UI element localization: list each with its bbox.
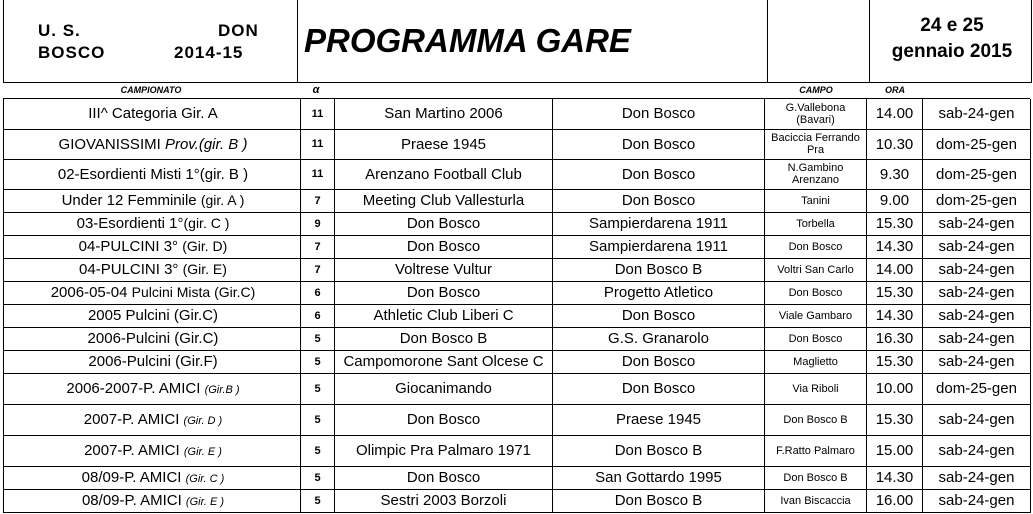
campionato-cell xyxy=(4,258,301,281)
season-label: 2014-15 xyxy=(174,43,244,62)
campionato-girone: (Gir. E ) xyxy=(183,446,222,458)
away-team-cell: Progetto Atletico xyxy=(553,281,765,304)
campionato-cell xyxy=(4,404,301,435)
ora-cell: 10.30 xyxy=(867,129,923,159)
away-team-cell: Don Bosco xyxy=(553,159,765,189)
campionato-girone: (Gir. E ) xyxy=(185,496,225,508)
campo-cell: Ivan Biscaccia xyxy=(765,489,867,512)
campionato-name: 2007-P. AMICI xyxy=(83,411,184,428)
ora-cell: 9.30 xyxy=(867,159,923,189)
table-row xyxy=(4,99,1031,129)
alpha-cell: 5 xyxy=(301,435,335,466)
ora-cell: 15.00 xyxy=(867,435,923,466)
giorno-cell: sab-24-gen xyxy=(923,350,1031,373)
alpha-cell: 5 xyxy=(301,327,335,350)
giorno-cell: dom-25-gen xyxy=(923,373,1031,404)
alpha-cell: 11 xyxy=(301,129,335,159)
campionato-cell xyxy=(4,189,301,212)
club-name-line2-left: BOSCO xyxy=(38,43,106,62)
campo-cell: Don Bosco xyxy=(765,281,867,304)
ora-cell: 15.30 xyxy=(867,212,923,235)
giorno-cell: sab-24-gen xyxy=(923,212,1031,235)
campo-cell: N.Gambino Arenzano xyxy=(765,159,867,189)
alpha-cell: 11 xyxy=(301,99,335,129)
campionato-girone: (Gir.B ) xyxy=(204,384,240,396)
campo-cell: Torbella xyxy=(765,212,867,235)
away-team-cell: Don Bosco B xyxy=(553,435,765,466)
campionato-girone: (Gir. E) xyxy=(182,261,227,277)
ora-cell: 16.00 xyxy=(867,489,923,512)
table-row xyxy=(4,258,1031,281)
alpha-cell: 7 xyxy=(301,235,335,258)
table-row xyxy=(4,235,1031,258)
alpha-cell: 5 xyxy=(301,466,335,489)
home-team-cell: Giocanimando xyxy=(335,373,553,404)
giorno-cell: sab-24-gen xyxy=(923,258,1031,281)
alpha-cell: 11 xyxy=(301,159,335,189)
home-team-cell: Meeting Club Vallesturla xyxy=(335,189,553,212)
campionato-name: 2006-05-04 xyxy=(50,284,132,301)
table-row xyxy=(4,281,1031,304)
campionato-name: 2006-Pulcini (Gir.C) xyxy=(87,330,219,347)
ora-cell: 15.30 xyxy=(867,404,923,435)
games-table xyxy=(3,99,1031,513)
campionato-cell xyxy=(4,304,301,327)
home-team-cell: Olimpic Pra Palmaro 1971 xyxy=(335,435,553,466)
header-divider xyxy=(767,0,768,82)
alpha-cell: 5 xyxy=(301,489,335,512)
campo-cell: Viale Gambaro xyxy=(765,304,867,327)
giorno-cell: sab-24-gen xyxy=(923,466,1031,489)
away-team-cell: Don Bosco xyxy=(553,99,765,129)
campionato-cell xyxy=(4,159,301,189)
away-team-cell: Don Bosco xyxy=(553,189,765,212)
table-row xyxy=(4,129,1031,159)
campo-cell: Don Bosco B xyxy=(765,404,867,435)
alpha-cell: 7 xyxy=(301,189,335,212)
campionato-cell xyxy=(4,99,301,129)
ora-cell: 14.30 xyxy=(867,466,923,489)
campionato-cell xyxy=(4,129,301,159)
campo-cell: Baciccia Ferrando Pra xyxy=(765,129,867,159)
ora-cell: 14.30 xyxy=(867,304,923,327)
alpha-cell: 6 xyxy=(301,281,335,304)
column-header-row xyxy=(3,83,1030,99)
home-team-cell: Don Bosco xyxy=(335,235,553,258)
home-team-cell: Voltrese Vultur xyxy=(335,258,553,281)
ora-cell: 14.00 xyxy=(867,258,923,281)
giorno-cell: sab-24-gen xyxy=(923,404,1031,435)
away-team-cell: Praese 1945 xyxy=(553,404,765,435)
giorno-cell: dom-25-gen xyxy=(923,159,1031,189)
away-team-cell: Don Bosco xyxy=(553,373,765,404)
campionato-name: Under 12 Femminile xyxy=(61,192,201,209)
campionato-cell xyxy=(4,281,301,304)
campo-cell: Tanini xyxy=(765,189,867,212)
header-divider xyxy=(869,0,870,82)
alpha-cell: 5 xyxy=(301,373,335,404)
date-line1: 24 e 25 xyxy=(920,15,984,36)
campionato-name: GIOVANISSIMI xyxy=(58,135,165,153)
campionato-girone: (Gir. C ) xyxy=(185,473,225,485)
away-team-cell: Don Bosco xyxy=(553,304,765,327)
campionato-girone: (gir. A ) xyxy=(200,192,245,208)
alpha-cell: 5 xyxy=(301,350,335,373)
ora-cell: 9.00 xyxy=(867,189,923,212)
alpha-cell: 9 xyxy=(301,212,335,235)
home-team-cell: Athletic Club Liberi C xyxy=(335,304,553,327)
campionato-cell xyxy=(4,373,301,404)
campionato-name: 08/09-P. AMICI xyxy=(81,469,186,486)
campionato-cell xyxy=(4,235,301,258)
alpha-cell: 7 xyxy=(301,258,335,281)
column-alpha: α xyxy=(312,84,320,96)
giorno-cell: sab-24-gen xyxy=(923,235,1031,258)
home-team-cell: Don Bosco B xyxy=(335,327,553,350)
campo-cell: G.Vallebona (Bavari) xyxy=(765,99,867,129)
campionato-name: 2006-2007-P. AMICI xyxy=(66,380,205,397)
ora-cell: 16.30 xyxy=(867,327,923,350)
campionato-cell xyxy=(4,327,301,350)
giorno-cell: dom-25-gen xyxy=(923,189,1031,212)
home-team-cell: Sestri 2003 Borzoli xyxy=(335,489,553,512)
campionato-cell xyxy=(4,466,301,489)
giorno-cell: sab-24-gen xyxy=(923,327,1031,350)
campo-cell: Voltri San Carlo xyxy=(765,258,867,281)
table-row xyxy=(4,404,1031,435)
home-team-cell: San Martino 2006 xyxy=(335,99,553,129)
giorno-cell: sab-24-gen xyxy=(923,435,1031,466)
column-ora: ORA xyxy=(885,85,905,95)
campionato-name: 2007-P. AMICI xyxy=(84,442,184,459)
table-row xyxy=(4,327,1031,350)
match-date xyxy=(872,13,1032,65)
campo-cell: Don Bosco xyxy=(765,235,867,258)
table-row xyxy=(4,159,1031,189)
campionato-girone: (Gir. D) xyxy=(182,238,228,254)
giorno-cell: dom-25-gen xyxy=(923,129,1031,159)
campo-cell: Don Bosco B xyxy=(765,466,867,489)
home-team-cell: Praese 1945 xyxy=(335,129,553,159)
campionato-name: 2006-Pulcini (Gir.F) xyxy=(88,353,218,370)
page-title: PROGRAMMA GARE xyxy=(304,22,631,59)
table-row xyxy=(4,212,1031,235)
campionato-cell xyxy=(4,489,301,512)
ora-cell: 15.30 xyxy=(867,350,923,373)
home-team-cell: Don Bosco xyxy=(335,281,553,304)
table-row xyxy=(4,304,1031,327)
campionato-name: 02-Esordienti Misti 1°(gir. B ) xyxy=(57,165,249,183)
campionato-name: 03-Esordienti 1° xyxy=(76,215,184,232)
campionato-girone: Prov.(gir. B ) xyxy=(164,135,248,153)
home-team-cell: Don Bosco xyxy=(335,212,553,235)
table-row xyxy=(4,189,1031,212)
away-team-cell: Don Bosco xyxy=(553,129,765,159)
away-team-cell: Don Bosco xyxy=(553,350,765,373)
club-name-line1-left: U. S. xyxy=(38,21,81,40)
away-team-cell: G.S. Granarolo xyxy=(553,327,765,350)
home-team-cell: Campomorone Sant Olcese C xyxy=(335,350,553,373)
date-line2: gennaio 2015 xyxy=(891,41,1013,62)
campionato-girone: (Gir. D ) xyxy=(183,415,223,427)
away-team-cell: Don Bosco B xyxy=(553,258,765,281)
away-team-cell: Sampierdarena 1911 xyxy=(553,212,765,235)
home-team-cell: Don Bosco xyxy=(335,404,553,435)
giorno-cell: sab-24-gen xyxy=(923,99,1031,129)
club-name-line1-right: DON xyxy=(218,21,259,40)
table-row xyxy=(4,489,1031,512)
ora-cell: 15.30 xyxy=(867,281,923,304)
campionato-cell xyxy=(4,212,301,235)
giorno-cell: sab-24-gen xyxy=(923,304,1031,327)
home-team-cell: Arenzano Football Club xyxy=(335,159,553,189)
campionato-girone: (gir. C ) xyxy=(183,215,230,231)
ora-cell: 14.00 xyxy=(867,99,923,129)
header-block xyxy=(3,0,1032,83)
campionato-name: 04-PULCINI 3° xyxy=(78,238,183,255)
ora-cell: 10.00 xyxy=(867,373,923,404)
campionato-name: 04-PULCINI 3° xyxy=(79,261,183,278)
campionato-girone: Pulcini Mista (Gir.C) xyxy=(131,284,256,300)
alpha-cell: 5 xyxy=(301,404,335,435)
table-row xyxy=(4,373,1031,404)
ora-cell: 14.30 xyxy=(867,235,923,258)
campionato-cell xyxy=(4,350,301,373)
campionato-name: 2005 Pulcini (Gir.C) xyxy=(87,307,219,324)
campo-cell: Don Bosco xyxy=(765,327,867,350)
campo-cell: Maglietto xyxy=(765,350,867,373)
table-row xyxy=(4,350,1031,373)
table-row xyxy=(4,435,1031,466)
campionato-name: 08/09-P. AMICI xyxy=(81,492,186,509)
campo-cell: F.Ratto Palmaro xyxy=(765,435,867,466)
home-team-cell: Don Bosco xyxy=(335,466,553,489)
away-team-cell: San Gottardo 1995 xyxy=(553,466,765,489)
away-team-cell: Don Bosco B xyxy=(553,489,765,512)
column-campionato: CAMPIONATO xyxy=(120,85,182,95)
header-divider xyxy=(297,0,298,82)
away-team-cell: Sampierdarena 1911 xyxy=(553,235,765,258)
alpha-cell: 6 xyxy=(301,304,335,327)
campionato-name: III^ Categoria Gir. A xyxy=(88,105,218,123)
campionato-cell xyxy=(4,435,301,466)
giorno-cell: sab-24-gen xyxy=(923,281,1031,304)
campo-cell: Via Riboli xyxy=(765,373,867,404)
column-campo: CAMPO xyxy=(799,85,833,95)
giorno-cell: sab-24-gen xyxy=(923,489,1031,512)
table-row xyxy=(4,466,1031,489)
